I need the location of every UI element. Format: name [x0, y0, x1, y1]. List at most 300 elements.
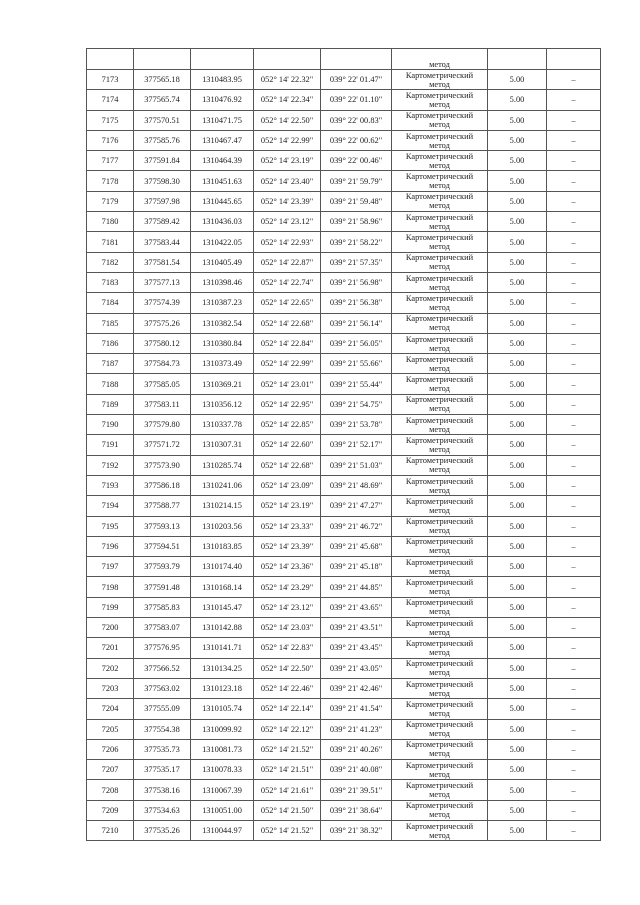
- cell-method: [392, 820, 488, 840]
- cell-point-number: 7197: [87, 557, 134, 577]
- cell-x: 377535.26: [134, 820, 191, 840]
- method-line: метод: [429, 688, 450, 698]
- cell-accuracy: 5.00: [488, 90, 547, 110]
- method-line: Картометрический: [405, 699, 474, 709]
- cell-accuracy: 5.00: [488, 618, 547, 638]
- cell-empty: [488, 49, 547, 70]
- cell-longitude: 039° 21' 52.17": [321, 435, 392, 455]
- cell-method: [392, 232, 488, 252]
- cell-latitude: 052° 14' 23.29": [254, 577, 321, 597]
- cell-longitude: 039° 21' 43.05": [321, 658, 392, 678]
- cell-method: [392, 333, 488, 353]
- cell-longitude: 039° 21' 40.08": [321, 760, 392, 780]
- cell-note: –: [547, 435, 601, 455]
- method-line: Картометрический: [405, 395, 474, 405]
- cell-method: [392, 719, 488, 739]
- method-line: метод: [429, 140, 450, 150]
- table-row: [87, 110, 601, 130]
- cell-method: [392, 313, 488, 333]
- cell-longitude: 039° 21' 41.54": [321, 699, 392, 719]
- cell-longitude: 039° 21' 56.98": [321, 272, 392, 292]
- cell-y: 1310405.49: [191, 252, 254, 272]
- method-line: метод: [429, 647, 450, 657]
- method-line: метод: [429, 99, 450, 109]
- cell-latitude: 052° 14' 23.39": [254, 536, 321, 556]
- method-line: метод: [429, 566, 450, 576]
- cell-empty: [254, 49, 321, 70]
- cell-method: [392, 780, 488, 800]
- cell-y: 1310387.23: [191, 293, 254, 313]
- cell-y: 1310380.84: [191, 333, 254, 353]
- cell-latitude: 052° 14' 23.19": [254, 151, 321, 171]
- cell-y: 1310476.92: [191, 90, 254, 110]
- cell-accuracy: 5.00: [488, 374, 547, 394]
- cell-accuracy: 5.00: [488, 496, 547, 516]
- cell-method: [392, 597, 488, 617]
- cell-y: 1310183.85: [191, 536, 254, 556]
- method-line: Картометрический: [405, 435, 474, 445]
- method-line: метод: [429, 769, 450, 779]
- cell-latitude: 052° 14' 22.50": [254, 658, 321, 678]
- cell-accuracy: 5.00: [488, 415, 547, 435]
- cell-longitude: 039° 21' 55.44": [321, 374, 392, 394]
- table-row: [87, 293, 601, 313]
- cell-method: [392, 516, 488, 536]
- cell-method: [392, 800, 488, 820]
- cell-x: 377585.83: [134, 597, 191, 617]
- cell-point-number: 7179: [87, 191, 134, 211]
- cell-method: [392, 739, 488, 759]
- cell-point-number: 7195: [87, 516, 134, 536]
- cell-point-number: 7204: [87, 699, 134, 719]
- cell-method: [392, 435, 488, 455]
- cell-point-number: 7189: [87, 394, 134, 414]
- cell-longitude: 039° 22' 01.10": [321, 90, 392, 110]
- cell-y: 1310051.00: [191, 800, 254, 820]
- cell-y: 1310436.03: [191, 212, 254, 232]
- method-line: метод: [429, 181, 450, 191]
- cell-accuracy: 5.00: [488, 475, 547, 495]
- cell-method: [392, 618, 488, 638]
- table-row: [87, 496, 601, 516]
- cell-accuracy: 5.00: [488, 699, 547, 719]
- cell-latitude: 052° 14' 22.32": [254, 70, 321, 90]
- cell-latitude: 052° 14' 22.99": [254, 130, 321, 150]
- cell-x: 377583.11: [134, 394, 191, 414]
- cell-y: 1310078.33: [191, 760, 254, 780]
- cell-y: 1310044.97: [191, 820, 254, 840]
- table-row: [87, 820, 601, 840]
- method-line: Картометрический: [405, 638, 474, 648]
- cell-point-number: 7188: [87, 374, 134, 394]
- cell-latitude: 052° 14' 22.87": [254, 252, 321, 272]
- method-line: метод: [429, 79, 450, 89]
- cell-method: [392, 394, 488, 414]
- cell-point-number: 7207: [87, 760, 134, 780]
- method-line: Картометрический: [405, 740, 474, 750]
- method-line: Картометрический: [405, 273, 474, 283]
- cell-y: 1310467.47: [191, 130, 254, 150]
- cell-x: 377598.30: [134, 171, 191, 191]
- method-line: Картометрический: [405, 456, 474, 466]
- cell-point-number: 7183: [87, 272, 134, 292]
- cell-accuracy: 5.00: [488, 130, 547, 150]
- cell-longitude: 039° 21' 56.05": [321, 333, 392, 353]
- cell-point-number: 7194: [87, 496, 134, 516]
- cell-point-number: 7185: [87, 313, 134, 333]
- cell-y: 1310145.47: [191, 597, 254, 617]
- cell-note: –: [547, 293, 601, 313]
- method-line: метод: [429, 505, 450, 515]
- method-line: метод: [429, 485, 450, 495]
- table-row: [87, 516, 601, 536]
- cell-note: –: [547, 394, 601, 414]
- cell-y: 1310464.39: [191, 151, 254, 171]
- cell-empty: [321, 49, 392, 70]
- cell-accuracy: 5.00: [488, 780, 547, 800]
- cell-point-number: 7178: [87, 171, 134, 191]
- cell-accuracy: 5.00: [488, 333, 547, 353]
- method-line: метод: [429, 465, 450, 475]
- cell-x: 377585.05: [134, 374, 191, 394]
- cell-longitude: 039° 21' 46.72": [321, 516, 392, 536]
- cell-accuracy: 5.00: [488, 232, 547, 252]
- table-row: [87, 130, 601, 150]
- cell-method: [392, 475, 488, 495]
- table-row: [87, 719, 601, 739]
- cell-empty: [87, 49, 134, 70]
- cell-x: 377586.18: [134, 475, 191, 495]
- cell-point-number: 7205: [87, 719, 134, 739]
- cell-x: 377585.76: [134, 130, 191, 150]
- cell-y: 1310285.74: [191, 455, 254, 475]
- cell-point-number: 7175: [87, 110, 134, 130]
- table-row: [87, 171, 601, 191]
- method-line: Картометрический: [405, 679, 474, 689]
- cell-x: 377576.95: [134, 638, 191, 658]
- method-line: метод: [429, 444, 450, 454]
- cell-y: 1310483.95: [191, 70, 254, 90]
- cell-latitude: 052° 14' 22.46": [254, 678, 321, 698]
- cell-accuracy: 5.00: [488, 557, 547, 577]
- cell-method: [392, 151, 488, 171]
- cell-accuracy: 5.00: [488, 455, 547, 475]
- cell-x: 377565.18: [134, 70, 191, 90]
- cell-latitude: 052° 14' 21.61": [254, 780, 321, 800]
- cell-latitude: 052° 14' 22.65": [254, 293, 321, 313]
- method-line: метод: [429, 323, 450, 333]
- cell-empty: [547, 49, 601, 70]
- cell-accuracy: 5.00: [488, 354, 547, 374]
- table-row: [87, 536, 601, 556]
- cell-method: [392, 252, 488, 272]
- cell-y: 1310471.75: [191, 110, 254, 130]
- cell-note: –: [547, 719, 601, 739]
- method-line: метод: [429, 160, 450, 170]
- cell-method-fragment: метод: [392, 49, 488, 70]
- cell-longitude: 039° 21' 56.14": [321, 313, 392, 333]
- cell-point-number: 7198: [87, 577, 134, 597]
- cell-note: –: [547, 455, 601, 475]
- cell-x: 377555.09: [134, 699, 191, 719]
- cell-point-number: 7177: [87, 151, 134, 171]
- cell-note: –: [547, 90, 601, 110]
- method-line: метод: [429, 262, 450, 272]
- table-row: [87, 415, 601, 435]
- cell-method: [392, 354, 488, 374]
- cell-longitude: 039° 21' 56.38": [321, 293, 392, 313]
- cell-accuracy: 5.00: [488, 536, 547, 556]
- cell-note: –: [547, 577, 601, 597]
- method-line: метод: [429, 343, 450, 353]
- table-row: [87, 800, 601, 820]
- table-row: [87, 780, 601, 800]
- cell-note: –: [547, 70, 601, 90]
- table-row: [87, 455, 601, 475]
- table-row: [87, 699, 601, 719]
- cell-latitude: 052° 14' 22.83": [254, 638, 321, 658]
- cell-x: 377591.84: [134, 151, 191, 171]
- cell-longitude: 039° 21' 45.68": [321, 536, 392, 556]
- cell-y: 1310142.88: [191, 618, 254, 638]
- cell-point-number: 7193: [87, 475, 134, 495]
- cell-longitude: 039° 21' 41.23": [321, 719, 392, 739]
- table-row: [87, 232, 601, 252]
- cell-x: 377573.90: [134, 455, 191, 475]
- method-line: метод: [429, 302, 450, 312]
- cell-note: –: [547, 272, 601, 292]
- cell-longitude: 039° 21' 55.66": [321, 354, 392, 374]
- cell-longitude: 039° 21' 51.03": [321, 455, 392, 475]
- cell-method: [392, 699, 488, 719]
- cell-point-number: 7182: [87, 252, 134, 272]
- cell-note: –: [547, 597, 601, 617]
- cell-y: 1310141.71: [191, 638, 254, 658]
- cell-note: –: [547, 110, 601, 130]
- cell-method: [392, 130, 488, 150]
- cell-point-number: 7174: [87, 90, 134, 110]
- method-line: Картометрический: [405, 334, 474, 344]
- cell-point-number: 7208: [87, 780, 134, 800]
- cell-note: –: [547, 313, 601, 333]
- cell-y: 1310307.31: [191, 435, 254, 455]
- cell-latitude: 052° 14' 22.12": [254, 719, 321, 739]
- cell-longitude: 039° 21' 47.27": [321, 496, 392, 516]
- table-row: [87, 678, 601, 698]
- method-line: метод: [429, 526, 450, 536]
- method-line: метод: [429, 749, 450, 759]
- cell-method: [392, 536, 488, 556]
- cell-y: 1310445.65: [191, 191, 254, 211]
- method-line: метод: [429, 790, 450, 800]
- cell-note: –: [547, 354, 601, 374]
- cell-x: 377565.74: [134, 90, 191, 110]
- cell-point-number: 7186: [87, 333, 134, 353]
- cell-y: 1310398.46: [191, 272, 254, 292]
- cell-method: [392, 455, 488, 475]
- method-line: метод: [429, 363, 450, 373]
- cell-x: 377591.48: [134, 577, 191, 597]
- cell-latitude: 052° 14' 23.19": [254, 496, 321, 516]
- cell-accuracy: 5.00: [488, 820, 547, 840]
- table-row: [87, 272, 601, 292]
- cell-latitude: 052° 14' 22.34": [254, 90, 321, 110]
- table-row: [87, 70, 601, 90]
- cell-empty: [134, 49, 191, 70]
- cell-note: –: [547, 374, 601, 394]
- cell-note: –: [547, 232, 601, 252]
- table-row: [87, 739, 601, 759]
- cell-note: –: [547, 496, 601, 516]
- method-line: метод: [429, 668, 450, 678]
- cell-point-number: 7191: [87, 435, 134, 455]
- cell-longitude: 039° 22' 00.62": [321, 130, 392, 150]
- cell-latitude: 052° 14' 23.36": [254, 557, 321, 577]
- cell-x: 377563.02: [134, 678, 191, 698]
- cell-accuracy: 5.00: [488, 252, 547, 272]
- table-row: [87, 435, 601, 455]
- cell-longitude: 039° 21' 42.46": [321, 678, 392, 698]
- cell-x: 377583.44: [134, 232, 191, 252]
- cell-y: 1310422.05: [191, 232, 254, 252]
- method-line: метод: [429, 282, 450, 292]
- cell-point-number: 7176: [87, 130, 134, 150]
- cell-method: [392, 415, 488, 435]
- coordinates-table: [86, 48, 601, 841]
- cell-x: 377538.16: [134, 780, 191, 800]
- cell-point-number: 7201: [87, 638, 134, 658]
- cell-x: 377574.39: [134, 293, 191, 313]
- method-line: Картометрический: [405, 598, 474, 608]
- cell-longitude: 039° 21' 58.96": [321, 212, 392, 232]
- method-line: Картометрический: [405, 760, 474, 770]
- cell-accuracy: 5.00: [488, 171, 547, 191]
- table-row: [87, 658, 601, 678]
- cell-note: –: [547, 618, 601, 638]
- cell-note: –: [547, 699, 601, 719]
- method-line: метод: [429, 627, 450, 637]
- table-row: [87, 212, 601, 232]
- table-row: [87, 191, 601, 211]
- cell-y: 1310373.49: [191, 354, 254, 374]
- cell-latitude: 052° 14' 22.84": [254, 333, 321, 353]
- cell-longitude: 039° 21' 43.65": [321, 597, 392, 617]
- cell-latitude: 052° 14' 22.85": [254, 415, 321, 435]
- cell-method: [392, 212, 488, 232]
- cell-y: 1310337.78: [191, 415, 254, 435]
- cell-latitude: 052° 14' 21.51": [254, 760, 321, 780]
- cell-y: 1310203.56: [191, 516, 254, 536]
- cell-note: –: [547, 678, 601, 698]
- method-line: метод: [429, 607, 450, 617]
- cell-note: –: [547, 191, 601, 211]
- method-line: Картометрический: [405, 801, 474, 811]
- cell-point-number: 7209: [87, 800, 134, 820]
- cell-x: 377566.52: [134, 658, 191, 678]
- table-row: [87, 577, 601, 597]
- method-line: Картометрический: [405, 172, 474, 182]
- cell-longitude: 039° 21' 48.69": [321, 475, 392, 495]
- method-line: Картометрический: [405, 578, 474, 588]
- method-line: Картометрический: [405, 537, 474, 547]
- cell-accuracy: 5.00: [488, 658, 547, 678]
- cell-latitude: 052° 14' 21.52": [254, 739, 321, 759]
- cell-method: [392, 638, 488, 658]
- cell-point-number: 7187: [87, 354, 134, 374]
- cell-point-number: 7203: [87, 678, 134, 698]
- cell-latitude: 052° 14' 22.68": [254, 455, 321, 475]
- cell-longitude: 039° 21' 54.75": [321, 394, 392, 414]
- cell-point-number: 7210: [87, 820, 134, 840]
- table-row: [87, 597, 601, 617]
- cell-x: 377535.73: [134, 739, 191, 759]
- cell-latitude: 052° 14' 22.60": [254, 435, 321, 455]
- cell-accuracy: 5.00: [488, 191, 547, 211]
- method-line: метод: [429, 384, 450, 394]
- table-row: [87, 90, 601, 110]
- cell-x: 377593.79: [134, 557, 191, 577]
- cell-x: 377554.38: [134, 719, 191, 739]
- cell-latitude: 052° 14' 22.68": [254, 313, 321, 333]
- method-line: Картометрический: [405, 253, 474, 263]
- cell-latitude: 052° 14' 22.14": [254, 699, 321, 719]
- method-line: Картометрический: [405, 557, 474, 567]
- cell-note: –: [547, 333, 601, 353]
- cell-x: 377589.42: [134, 212, 191, 232]
- cell-note: –: [547, 415, 601, 435]
- cell-note: –: [547, 252, 601, 272]
- cell-accuracy: 5.00: [488, 597, 547, 617]
- cell-note: –: [547, 151, 601, 171]
- method-line: Картометрический: [405, 517, 474, 527]
- cell-longitude: 039° 21' 59.79": [321, 171, 392, 191]
- cell-accuracy: 5.00: [488, 70, 547, 90]
- cell-note: –: [547, 130, 601, 150]
- cell-point-number: 7181: [87, 232, 134, 252]
- method-line: Картометрический: [405, 821, 474, 831]
- method-line: Картометрический: [405, 476, 474, 486]
- cell-y: 1310105.74: [191, 699, 254, 719]
- cell-method: [392, 110, 488, 130]
- cell-note: –: [547, 760, 601, 780]
- cell-accuracy: 5.00: [488, 638, 547, 658]
- cell-point-number: 7190: [87, 415, 134, 435]
- cell-method: [392, 272, 488, 292]
- method-line: Картометрический: [405, 314, 474, 324]
- method-line: метод: [429, 546, 450, 556]
- method-line: Картометрический: [405, 131, 474, 141]
- method-line: Картометрический: [405, 192, 474, 202]
- table-row: [87, 313, 601, 333]
- table-row: [87, 557, 601, 577]
- cell-y: 1310168.14: [191, 577, 254, 597]
- cell-longitude: 039° 21' 43.51": [321, 618, 392, 638]
- method-line: Картометрический: [405, 151, 474, 161]
- cell-note: –: [547, 800, 601, 820]
- cell-point-number: 7200: [87, 618, 134, 638]
- method-line: Картометрический: [405, 233, 474, 243]
- cell-latitude: 052° 14' 23.39": [254, 191, 321, 211]
- table-row: [87, 394, 601, 414]
- cell-accuracy: 5.00: [488, 313, 547, 333]
- cell-latitude: 052° 14' 23.33": [254, 516, 321, 536]
- method-line: Картометрический: [405, 720, 474, 730]
- cell-y: 1310369.21: [191, 374, 254, 394]
- cell-y: 1310081.73: [191, 739, 254, 759]
- cell-accuracy: 5.00: [488, 151, 547, 171]
- method-line: метод: [429, 201, 450, 211]
- cell-point-number: 7184: [87, 293, 134, 313]
